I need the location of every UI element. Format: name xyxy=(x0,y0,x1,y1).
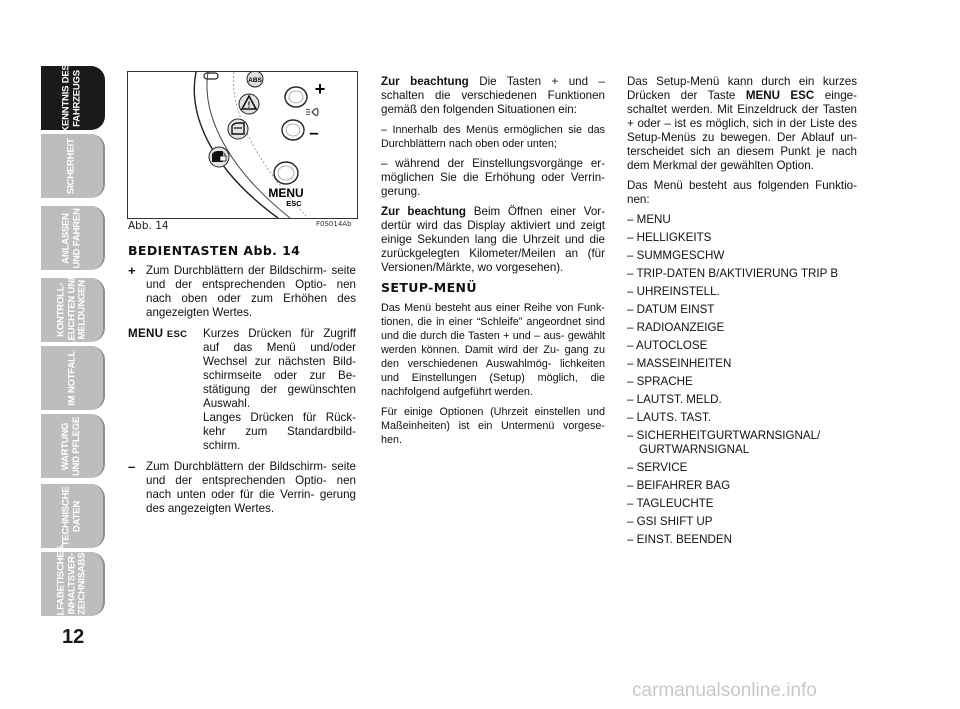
list-item: – UHREINSTELL. xyxy=(627,285,720,298)
tab-kenntnis-des-fahrzeugs[interactable]: KENNTNIS DES FAHRZEUGS xyxy=(41,66,105,130)
list-item: – TAGLEUCHTE xyxy=(627,497,714,510)
list-item: – TRIP-DATEN B/AKTIVIERUNG TRIP B xyxy=(627,267,839,280)
minus-text: Zum Durchblättern der Bildschirm- seite und der entsprechenden Optio- nen nach unten oder für die Verrin- gerung des angezeigten Wertes. xyxy=(146,460,356,515)
dashboard-illustration xyxy=(128,72,357,218)
list-item: – GSI SHIFT UP xyxy=(627,515,713,528)
svg-text:+: + xyxy=(314,79,326,99)
indicator-slot xyxy=(204,73,218,79)
list-item: – SUMMGESCHW xyxy=(627,249,725,262)
controls-section xyxy=(128,244,356,523)
function-list-intro: Das Menü besteht aus folgenden Funktio- nen: xyxy=(627,179,857,206)
menu-esc-button[interactable] xyxy=(268,162,303,208)
svg-text:MENU: MENU xyxy=(268,186,304,200)
list-item: – SICHERHEITGURTWARNSIGNAL/ GURTWARNSIGNAL xyxy=(627,429,821,456)
setup-menu-heading: SETUP-MENÜ xyxy=(381,280,477,295)
setup-menu-text: Das Menü besteht aus einer Reihe von Funk- tionen, die in einer “Schleife” angeordnet sind und die durch die Tasten + und – aus- gewählt werden können. Damit wird der Zu- gang zu den verschiedenen Auswahlmög- lichkeiten und Einstellungen (Setup) möglich, die nachfolgend aufgeführt werden. xyxy=(381,302,605,398)
minus-button[interactable] xyxy=(282,120,319,142)
figure-code: F0S014Ab xyxy=(316,220,352,228)
watermark: carmanualsonline.info xyxy=(632,680,817,701)
list-item: – SERVICE xyxy=(627,461,688,474)
list-item: – DATUM EINST xyxy=(627,303,715,316)
svg-text:ESC: ESC xyxy=(286,199,302,208)
note-bullet-settings: – während der Einstellungsvorgänge er- möglichen Sie die Erhöhung oder Verrin- gerung. xyxy=(381,157,605,198)
svg-text:ABS: ABS xyxy=(248,77,262,84)
door-open-icon xyxy=(228,119,248,139)
function-list xyxy=(627,213,857,547)
minus-key-description xyxy=(128,460,356,516)
tab-sicherheit[interactable]: SICHERHEIT xyxy=(41,134,105,198)
tab-wartung-und-pflege[interactable]: WARTUNG UND PFLEGE xyxy=(41,414,105,478)
list-item: – EINST. BEENDEN xyxy=(627,533,733,546)
tab-im-notfall[interactable]: IM NOTFALL xyxy=(41,346,105,410)
list-item: – HELLIGKEITS xyxy=(627,231,712,244)
plus-symbol: + xyxy=(128,263,136,278)
list-item: – AUTOCLOSE xyxy=(627,339,708,352)
note-keys: Zur beachtung Die Tasten + und – schalten die verschiedenen Funktionen gemäß den folgenden Situationen ein: xyxy=(381,75,605,116)
list-item: – LAUTS. TAST. xyxy=(627,411,711,424)
setup-menu-section xyxy=(627,75,857,551)
tab-kontrollleuchten[interactable]: KONTROLL- LEUCHTEN UND MELDUNGEN xyxy=(41,278,105,342)
menu-short-press-text: Kurzes Drücken für Zugriff auf das Menü und/oder Wechsel zur nächsten Bild- schirmseite oder zur Be- stätigung der gewünschten Auswahl. xyxy=(203,327,356,410)
note-door-display: Zur beachtung Beim Öffnen einer Vor- dertür wird das Display aktiviert und zeigt einige Sekunden lang die Uhrzeit und die zurückgelegten Kilometer/Meilen an (für Versionen/Märkte, wo vorgesehen). xyxy=(381,205,605,274)
submenu-text: Für einige Optionen (Uhrzeit einstellen und Maßeinheiten) ist ein Untermenü vorgese- hen. xyxy=(381,406,605,446)
abs-icon xyxy=(247,72,263,87)
menu-key-description xyxy=(128,327,356,453)
list-item: – BEIFAHRER BAG xyxy=(627,479,731,492)
svg-text:!: ! xyxy=(247,100,251,110)
menu-esc-label: MENU ESC xyxy=(128,327,188,340)
minus-symbol: – xyxy=(128,459,136,474)
tab-technische-daten[interactable]: TECHNISCHE DATEN xyxy=(41,484,105,548)
menu-long-press-text: Langes Drücken für Rück- kehr zum Standardbild- schirm. xyxy=(203,411,356,452)
figure-dashboard-controls xyxy=(127,71,358,219)
notes-section xyxy=(381,75,605,453)
plus-button[interactable] xyxy=(285,79,325,107)
list-item: – RADIOANZEIGE xyxy=(627,321,725,334)
note-bullet-menu: – Innerhalb des Menüs ermöglichen sie das Durchblättern nach oben oder unten; xyxy=(381,124,605,150)
list-item: – MENU xyxy=(627,213,671,226)
page-number: 12 xyxy=(62,626,85,648)
setup-intro: Das Setup-Menü kann durch ein kurzes Drücken der Taste MENU ESC einge- schaltet werden. Mit Einzeldruck der Tasten + oder – ist es möglich, sich in der Liste des Setup-Menüs zu bewegen. Der Ablauf un- terscheidet sich an diesem Punkt je nach dem Merkmal der gewählten Option. xyxy=(627,75,857,172)
list-item: – LAUTST. MELD. xyxy=(627,393,722,406)
plus-text: Zum Durchblättern der Bildschirm- seite und der entsprechenden Optio- nen nach oben oder zum Erhöhen des angezeigten Wertes. xyxy=(146,264,356,319)
svg-text:–: – xyxy=(309,123,319,142)
plus-key-description xyxy=(128,264,356,320)
controls-heading: BEDIENTASTEN Abb. 14 xyxy=(128,243,301,258)
tab-anlassen-und-fahren[interactable]: ANLASSEN UND FAHREN xyxy=(41,206,105,270)
door-lock-icon xyxy=(209,147,229,167)
tab-inhaltsverzeichnis[interactable]: ALFABETISCHES INHALTSVER- ZEICHNISABS xyxy=(41,552,105,616)
headlight-icon xyxy=(306,109,318,116)
figure-caption: Abb. 14 xyxy=(128,220,169,232)
warning-triangle-icon xyxy=(239,94,259,114)
list-item: – MASSEINHEITEN xyxy=(627,357,732,370)
list-item: – SPRACHE xyxy=(627,375,693,388)
